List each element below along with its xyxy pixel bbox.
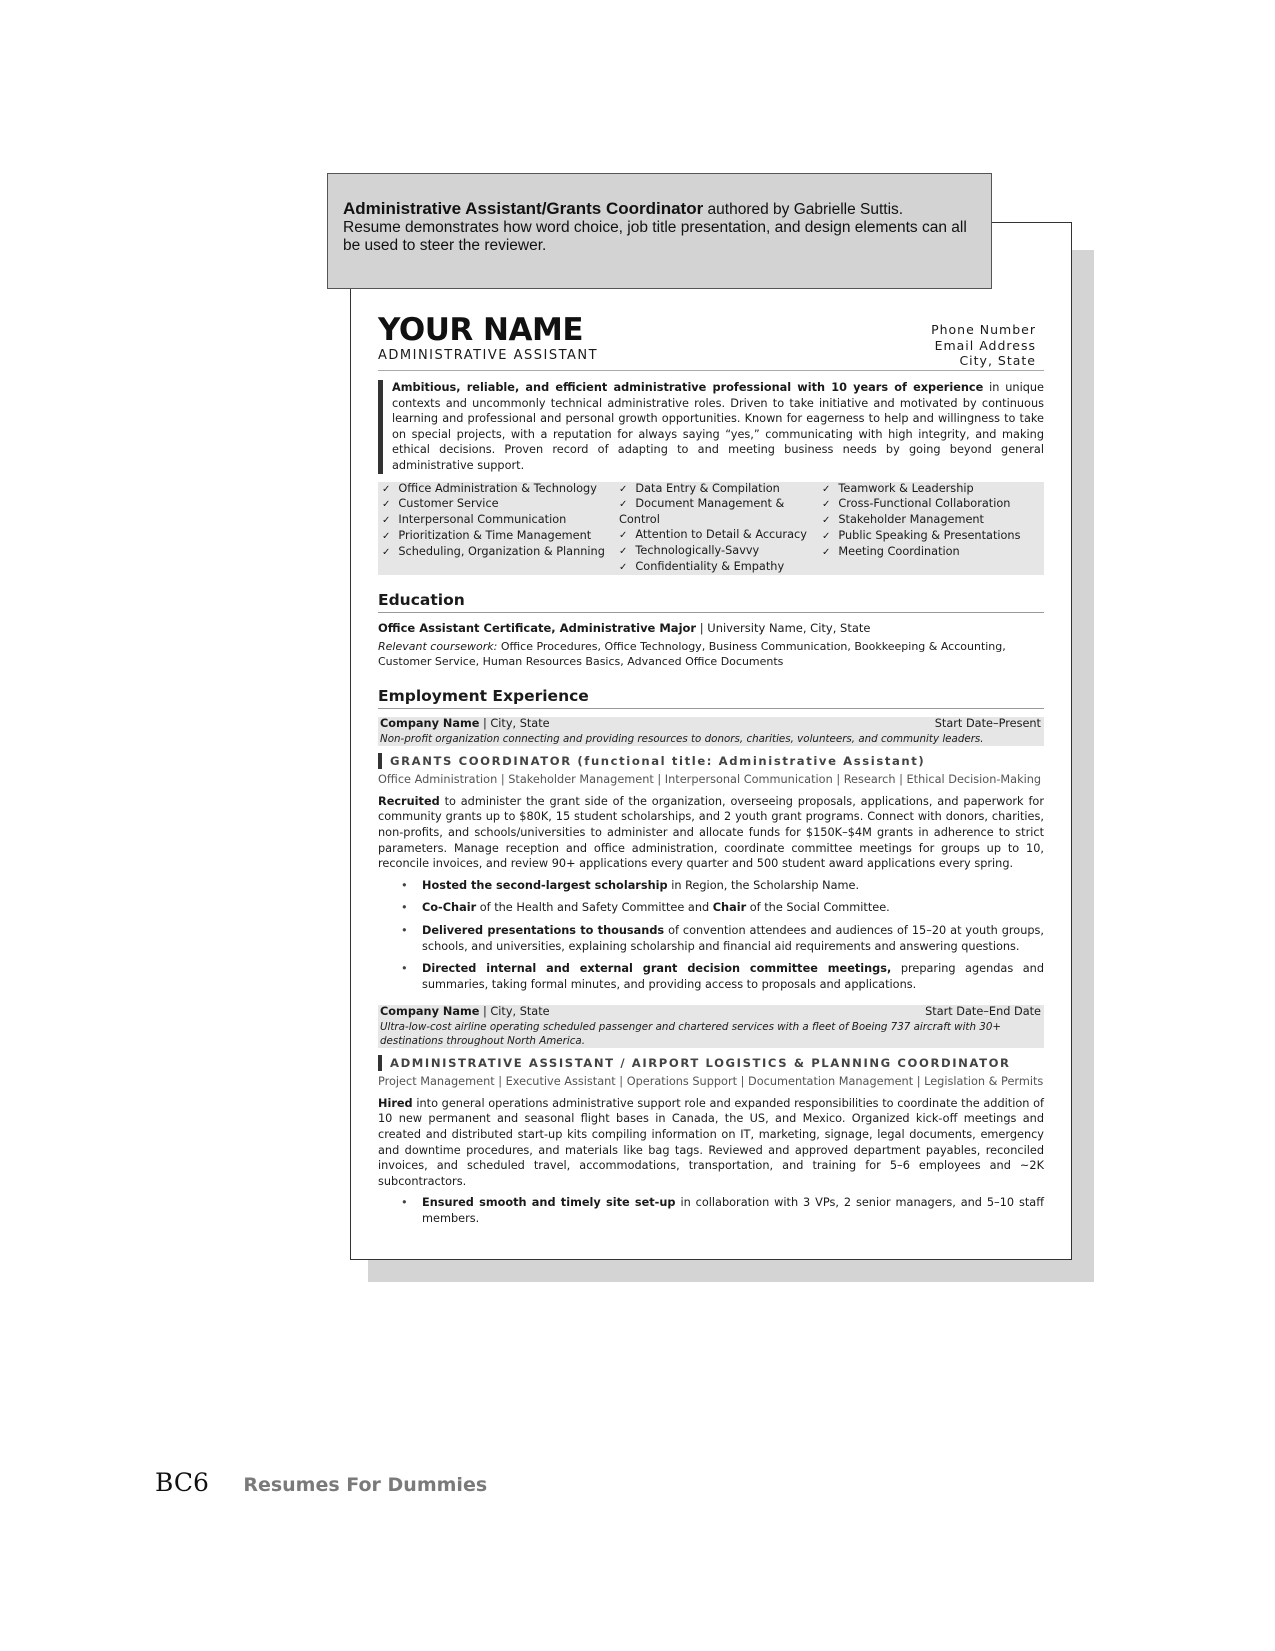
skill-item: ✓ Prioritization & Time Management: [382, 529, 619, 545]
summary-paragraph: [378, 380, 1044, 474]
education-entry: [378, 621, 1044, 636]
coursework-list: Office Procedures, Office Technology, Business Communication, Bookkeeping & Accounting, Customer Service, Human Resources Basics, Advanced Office Documents: [378, 640, 1006, 668]
achievement-text: in Region, the Scholarship Name.: [671, 878, 860, 892]
skill-item: ✓ Interpersonal Communication: [382, 513, 619, 529]
employment-section: [378, 686, 1044, 1226]
skill-item: ✓ Data Entry & Compilation: [619, 482, 822, 498]
page-footer: [155, 1468, 487, 1497]
company-location: | City, State: [482, 1005, 550, 1019]
company-location: | City, State: [482, 717, 550, 731]
employment-heading: Employment Experience: [378, 687, 589, 706]
skill-item: ✓ Attention to Detail & Accuracy: [619, 528, 822, 544]
company-name: Company Name: [380, 717, 480, 731]
skill-item: ✓ Cross-Functional Collaboration: [822, 497, 1032, 513]
coursework-label: Relevant coursework:: [378, 640, 498, 654]
achievement-text: of convention attendees and audiences of 15–20 at youth groups, schools, and universities, explaining scholarship and financial aid requirements and answering questions.: [422, 924, 1044, 953]
achievement-text: of the Social Committee.: [749, 901, 890, 915]
contact-location: City, State: [959, 353, 1036, 368]
callout-title: Administrative Assistant/Grants Coordinator: [343, 199, 704, 218]
book-title: Resumes For Dummies: [243, 1474, 488, 1496]
skill-item: ✓ Public Speaking & Presentations: [822, 529, 1032, 545]
job-lead: Hired: [378, 1096, 413, 1110]
job-description: [378, 794, 1044, 872]
job-title: GRANTS COORDINATOR (functional title: Administrative Assistant): [378, 753, 1044, 769]
job-body: to administer the grant side of the organization, overseeing proposals, applications, and paperwork for community grants up to $80K, 15 student scholarships, and 2 youth grant programs. Connect with donors, charities, non-profits, and schools/universities to administer and allocate funds for $150K–$4M grants in adherence to strict parameters. Manage reception and office administration, coordinate committee meetings for groups up to 10, reconcile invoices, and review 90+ applications every quarter and 500 student award applications every spring.: [378, 794, 1044, 871]
job-entry: [378, 717, 1044, 992]
summary-text: in unique contexts and uncommonly technical administrative roles. Driven to take initiative and motivated by continuous learning and professional and personal growth opportunities. Known for eagerness to help and willingness to take on special projects, with a reputation for always saying “yes,” communicating with high integrity, and making ethical decisions. Proven record of adapting to and meeting business needs by going beyond general administrative support.: [392, 381, 1045, 472]
skills-column-2: [619, 482, 822, 576]
skill-item: ✓ Stakeholder Management: [822, 513, 1032, 529]
coursework: [378, 640, 1044, 669]
candidate-role: ADMINISTRATIVE ASSISTANT: [378, 348, 599, 363]
contact-phone: Phone Number: [931, 322, 1036, 337]
callout-text: Resume demonstrates how word choice, job title presentation, and design elements can all be used to steer the reviewer.: [343, 219, 967, 254]
job-tags: Project Management | Executive Assistant | Operations Support | Documentation Management | Legislation & Permits: [378, 1074, 1044, 1088]
achievement-item: [422, 900, 1044, 916]
achievement-text: in collaboration with 3 VPs, 2 senior managers, and 5–10 staff members.: [422, 1196, 1044, 1226]
achievement-list: [378, 878, 1044, 993]
achievement-item: [422, 923, 1044, 954]
company-description: Non-profit organization connecting and providing resources to donors, charities, volunteers, and community leaders.: [380, 732, 984, 745]
achievement-item: [422, 961, 1044, 992]
achievement-highlight: Co-Chair: [422, 901, 477, 915]
company-bar: [378, 717, 1044, 746]
achievement-highlight: Hosted the second-largest scholarship: [422, 878, 668, 892]
company-bar: [378, 1005, 1044, 1048]
achievement-list: [378, 1195, 1044, 1226]
job-tags: Office Administration | Stakeholder Management | Interpersonal Communication | Research | Ethical Decision-Making: [378, 772, 1042, 786]
achievement-highlight: Directed internal and external grant decision committee meetings,: [422, 962, 892, 976]
contact-email: Email Address: [934, 337, 1036, 353]
skill-item: ✓ Scheduling, Organization & Planning: [382, 545, 619, 561]
job-title: ADMINISTRATIVE ASSISTANT / AIRPORT LOGISTICS & PLANNING COORDINATOR: [378, 1055, 1044, 1071]
achievement-highlight: Delivered presentations to thousands: [422, 924, 665, 937]
callout-box: [327, 173, 992, 289]
skill-item: ✓ Confidentiality & Empathy: [619, 560, 822, 576]
contact-block: [931, 322, 1036, 369]
job-body: into general operations administrative support role and expanded responsibilities to coordinate the addition of 10 new permanent and seasonal flight bases in Canada, the US, and Mexico. Organized kick-off meetings and created and distributed start-up kits compiling information on IT, marketing, signage, legal documents, emergency and downtime procedures, and materials like bag tags. Reviewed and approved department payables, reconciled invoices, and scheduled travel, accommodations, transportation, and training for 5–6 employees and ~2K subcontractors.: [378, 1096, 1044, 1188]
skill-item: ✓ Technologically-Savvy: [619, 544, 822, 560]
header-divider: [378, 370, 1044, 371]
skill-item: ✓ Meeting Coordination: [822, 545, 1032, 561]
resume-content: [378, 312, 1044, 1234]
section-rule: [378, 612, 1044, 613]
achievement-highlight: Ensured smooth and timely site set-up: [422, 1196, 676, 1210]
skills-column-3: [822, 482, 1032, 576]
job-entry: [378, 1005, 1044, 1226]
company-name: Company Name: [380, 1005, 480, 1019]
skill-item: ✓ Document Management & Control: [619, 497, 822, 528]
skills-column-1: [382, 482, 619, 576]
section-rule: [378, 708, 1044, 709]
education-section: [378, 590, 1044, 669]
candidate-name: YOUR NAME: [378, 312, 583, 348]
summary-highlight: Ambitious, reliable, and efficient administrative professional with 10 years of experience: [392, 381, 984, 394]
skill-item: ✓ Office Administration & Technology: [382, 482, 619, 498]
company-description: Ultra-low-cost airline operating scheduled passenger and chartered services with a fleet of Boeing 737 aircraft with 30+ destinations throughout North America.: [380, 1020, 1001, 1047]
job-description: [378, 1096, 1044, 1190]
skill-item: ✓ Customer Service: [382, 497, 619, 513]
skill-item: ✓ Teamwork & Leadership: [822, 482, 1032, 498]
job-lead: Recruited: [378, 794, 440, 808]
degree-title: Office Assistant Certificate, Administrative Major: [378, 621, 697, 636]
skills-grid: [378, 482, 1044, 576]
page-number: BC6: [155, 1468, 209, 1497]
resume-header: [378, 312, 1044, 368]
achievement-text: preparing agendas and summaries, taking formal minutes, and providing access to proposals and applications.: [422, 962, 1045, 991]
achievement-item: [422, 1195, 1044, 1226]
job-dates: Start Date–End Date: [925, 1005, 1041, 1019]
education-heading: Education: [378, 591, 465, 610]
callout-author: authored by Gabrielle Suttis.: [707, 201, 904, 218]
job-dates: Start Date–Present: [934, 717, 1041, 731]
achievement-item: [422, 878, 1044, 894]
achievement-text: of the Health and Safety Committee and: [479, 901, 710, 915]
achievement-highlight: Chair: [712, 901, 747, 915]
school-name: | University Name, City, State: [699, 621, 871, 636]
